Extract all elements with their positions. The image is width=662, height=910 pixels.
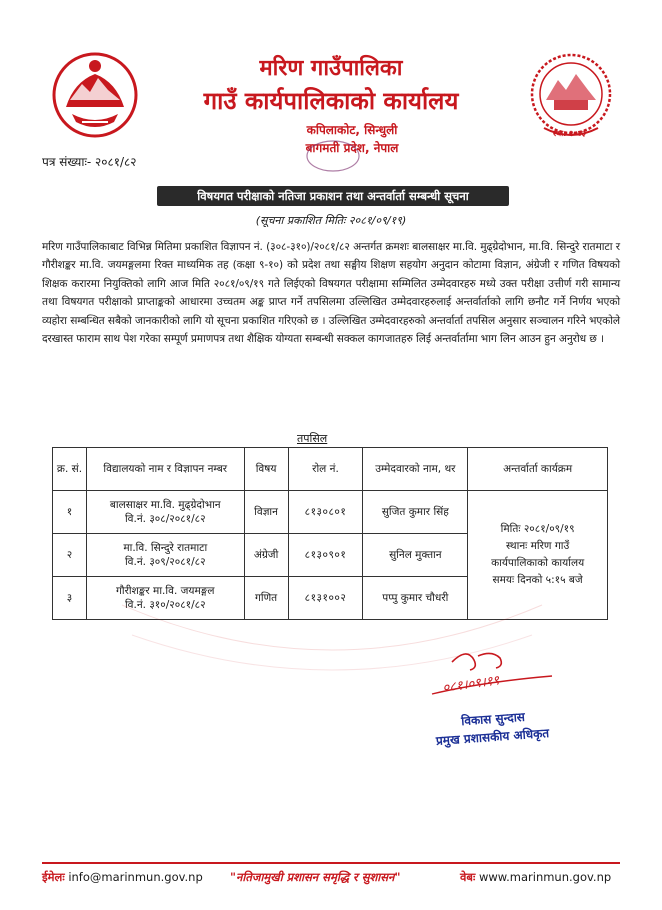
handwritten-date: ०८१।०९।१९	[441, 673, 501, 697]
cell-subject: विज्ञान	[244, 491, 288, 534]
signatory-title: प्रमुख प्रशासकीय अधिकृत	[435, 726, 550, 748]
cell-roll: ८१३१००२	[288, 577, 363, 620]
cell-school	[86, 534, 244, 577]
cell-roll: ८१३०८०१	[288, 491, 363, 534]
cell-subject: गणित	[244, 577, 288, 620]
school-name: गौरीशङ्कर मा.वि. जयमङ्गल	[115, 585, 215, 597]
signatory-name: विकास सुन्दास	[460, 709, 526, 729]
cell-school	[86, 491, 244, 534]
website-link[interactable]: www.marinmun.gov.np	[478, 870, 612, 884]
address-line-1: कपिलाकोट, सिन्धुली	[306, 123, 398, 137]
org-name: मरिण गाउँपालिका	[259, 56, 403, 81]
email-label: ईमेलः	[42, 870, 65, 884]
col-header-school: विद्यालयको नाम र विज्ञापन नम्बर	[86, 448, 244, 491]
office-name: गाउँ कार्यपालिकाको कार्यालय	[203, 87, 459, 115]
table-header-row	[53, 448, 608, 491]
col-header-subject: विषय	[244, 448, 288, 491]
schedule-place-2: कार्यपालिकाको कार्यालय	[491, 557, 585, 569]
published-date: (सूचना प्रकाशित मितिः २०८१/०९/१९)	[255, 214, 407, 227]
schedule-date: मितिः २०८१/०९/१९	[500, 523, 575, 535]
cell-candidate: पप्पु कुमार चौधरी	[363, 577, 468, 620]
email-address[interactable]: info@marinmun.gov.np	[68, 870, 203, 884]
advertisement-number: वि.नं. ३१०/२०८१/८२	[124, 599, 206, 611]
footer-divider	[42, 862, 620, 864]
office-stamp-icon	[303, 138, 363, 174]
ref-label: पत्र संख्याः-	[42, 155, 92, 169]
col-header-roll: रोल नं.	[288, 448, 363, 491]
cell-sn: १	[53, 491, 87, 534]
ref-value: २०८१/८२	[95, 155, 137, 169]
cell-candidate: सुजित कुमार सिंह	[363, 491, 468, 534]
advertisement-number: वि.नं. ३०९/२०८१/८२	[124, 556, 206, 568]
col-header-name: उम्मेदवारको नाम, थर	[363, 448, 468, 491]
col-header-sn: क्र. सं.	[53, 448, 87, 491]
web-label: वेबः	[460, 870, 476, 884]
cell-sn: ३	[53, 577, 87, 620]
advertisement-number: वि.नं. ३०८/२०८१/८२	[124, 513, 206, 525]
reference-number	[42, 153, 137, 170]
schedule-place-1: स्थानः मरिण गाउँ	[506, 540, 570, 552]
handwritten-signature-icon	[412, 642, 562, 702]
cell-roll: ८१३०९०१	[288, 534, 363, 577]
school-name: मा.वि. सिन्दुरे रातमाटा	[123, 542, 208, 554]
table-title: तपसिल	[297, 432, 328, 445]
cell-subject: अंग्रेजी	[244, 534, 288, 577]
schedule-time: समयः दिनको ५:१५ बजे	[492, 574, 583, 586]
footer-email	[42, 870, 203, 885]
footer-slogan: "नतिजामुखी प्रशासन समृद्धि र सुशासन"	[230, 870, 401, 884]
cell-sn: २	[53, 534, 87, 577]
school-name: बालसाक्षर मा.वि. मुढ्ग्रेदोभान	[109, 499, 221, 511]
notice-title: विषयगत परीक्षाको नतिजा प्रकाशन तथा अन्तर्वार्ता सम्बन्धी सूचना	[157, 186, 509, 206]
footer-website	[460, 870, 611, 885]
table-row	[53, 491, 608, 534]
notice-body: मरिण गाउँपालिकाबाट विभिन्न मितिमा प्रकाशित विज्ञापन नं. (३०८-३१०)/२०८१/८२ अन्तर्गत क्रमशः बालसाक्षर मा.वि. मुढ्ग्रेदोभान, मा.वि. सिन्दुरे रातमाटा र गौरीशङ्कर मा.वि. जयमङ्गलमा रिक्त माध्यमिक तह (कक्षा ९-१०) को प्रदेश तथा सङ्घीय शिक्षण सहयोग अनुदान कोटामा विज्ञान, अंग्रेजी र गणित विषयको शिक्षक करारमा नियुक्तिको लागि आज मिति २०८१/०९/१९ गते लिईएको विषयगत परीक्षामा सम्मिलित उम्मेदवारहरु मध्ये उक्त परीक्षा उत्तीर्ण गरी सामान्य तथा विषयगत परीक्षाको प्राप्ताङ्कको आधारमा उच्चतम अङ्क प्राप्त गर्ने तपसिलमा उल्लिखित उम्मेदवारहरुलाई अन्तर्वार्ताको लागि छनौट गर्ने निर्णय भएको व्यहोरा सम्बन्धित सबैको जानकारीको लागि यो सूचना प्रकाशित गरिएको छ । उल्लिखित उम्मेदवारहरुको अन्तर्वार्ता तपसिल अनुसार सञ्चालन गरिने भएकोले दरखास्त फाराम साथ पेश गरेका सम्पूर्ण प्रमाणपत्र तथा शैक्षिक योग्यता सम्बन्धी सक्कल कागजातहरु लिई अन्तर्वार्तामा भाग लिन आउन हुन अनुरोध छ ।	[42, 241, 620, 346]
col-header-schedule: अन्तर्वार्ता कार्यक्रम	[468, 448, 608, 491]
cell-candidate: सुनिल मुक्तान	[363, 534, 468, 577]
address-line-2: बागमती प्रदेश, नेपाल	[305, 141, 399, 155]
seal-year: स्था: २०७३	[553, 129, 586, 138]
